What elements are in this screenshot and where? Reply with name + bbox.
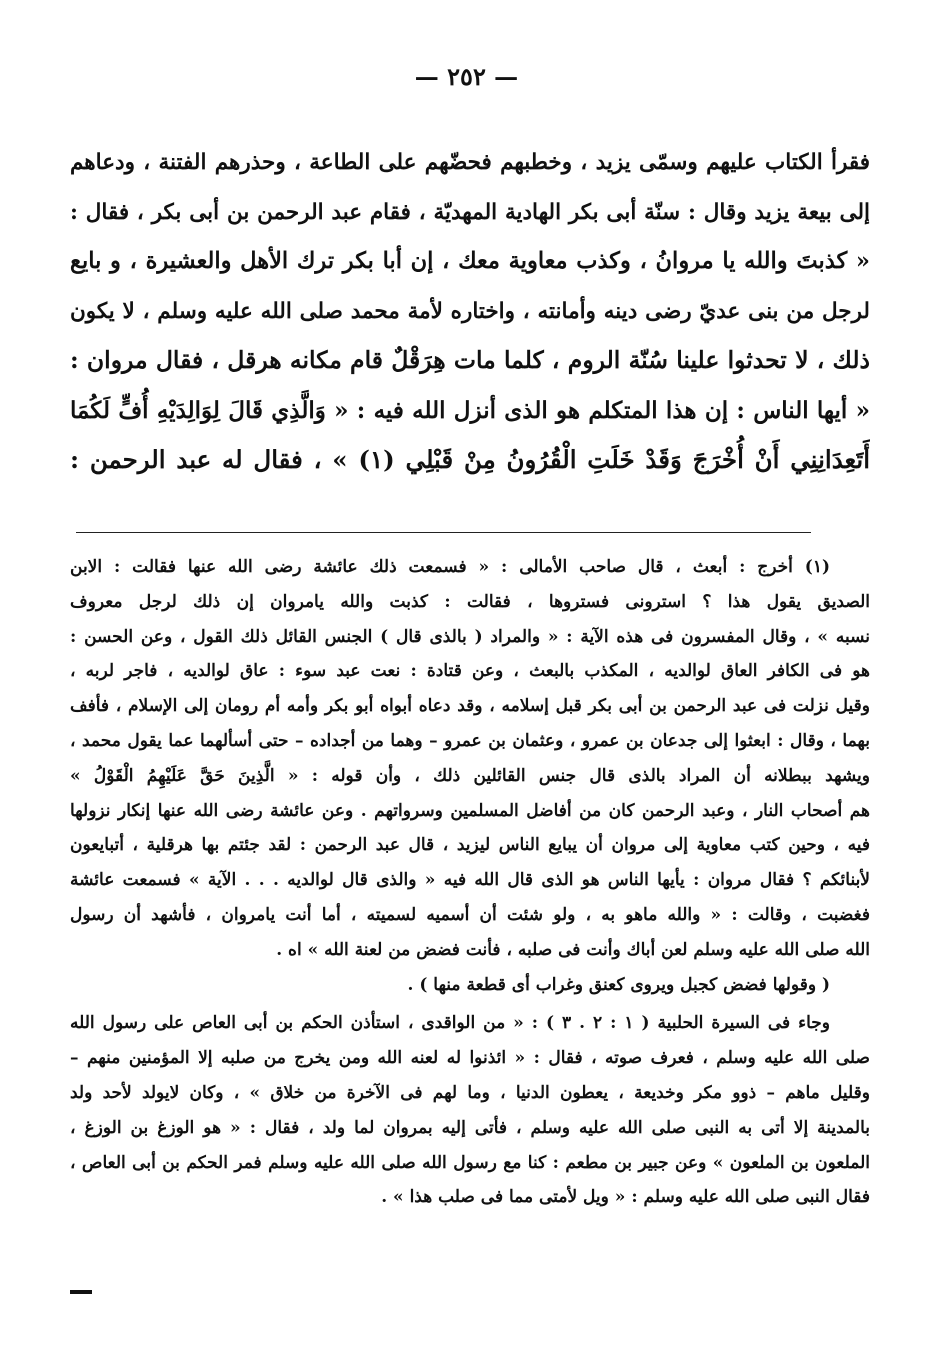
footnote-line: ( وقولها فضض كجبل ويروى كعنق وغراب أى قطعة منها ) . xyxy=(407,974,830,995)
footnote-line: (١) أخرج : أبعث ، قال صاحب الأمالى : « فسمعت ذلك عائشة رضى الله عنها فقالت : الابن xyxy=(70,557,830,577)
footnote-divider xyxy=(76,532,811,533)
main-text-line: إلى بيعة يزيد وقال : سنّة أبى بكر الهادية المهديّة ، فقام عبد الرحمن بن أبى بكر ، فقال : xyxy=(70,199,870,225)
end-dash xyxy=(70,1290,92,1294)
footnote-line: وجاء فى السيرة الحلبية ( ١ : ٢ . ٣ ) : « من الواقدى ، استأذن الحكم بن أبى العاص على رسول الله xyxy=(70,1013,830,1034)
footnote-line: هم أصحاب النار ، وعبد الرحمن كان من أفاضل المسلمين وسرواتهم . وعن عائشة رضى الله عنها إنكار نزولها xyxy=(70,800,870,821)
main-text xyxy=(70,138,870,485)
main-text-line: ذلك ، لا تحدثوا علينا سُنّة الروم ، كلما مات هِرَقْلٌ قام مكانه هرقل ، فقال مروان : xyxy=(70,346,870,374)
footnote-line: لأبنائكم ؟ فقال مروان : يأيها الناس هو الذى قال الله فيه « والذى قال لوالديه . . . الآية » فسمعت عائشة xyxy=(70,870,870,891)
footnote-line: ويشهد ببطلانه أن المراد بالذى قال جنس القائلين ذلك ، وأن قوله : « الَّذِينَ حَقَّ عَلَيْهِمُ الْقَوْلُ » xyxy=(70,765,870,786)
footnote-line: الملعون بن الملعون » وعن جبير بن مطعم : كنا مع رسول الله صلى الله عليه وسلم فمر الحكم بن أبى العاص ، xyxy=(70,1152,870,1173)
footnote-line: بهما ، وقال : ابعثوا إلى جدعان بن عمرو ، وعثمان بن عمرو – وهما من أجداده – حتى أسألهما عما يقول محمد ، xyxy=(70,730,870,751)
main-text-line: أَتَعِدَانِنِي أَنْ أُخْرَجَ وَقَدْ خَلَتِ الْقُرُونُ مِنْ قَبْلِي (١) » ، فقال له عبد الرحمن : xyxy=(70,445,870,474)
main-text-line: « كذبتَ والله يا مروانُ ، وكذب معاوية معك ، إن أبا بكر ترك الأهل والعشيرة ، و بايع xyxy=(70,248,870,274)
footnote-line: نسبه » ، وقال المفسرون فى هذه الآية : « والمراد ( بالذى قال ) الجنس القائل ذلك القول ، وعن الحسن : xyxy=(70,626,870,647)
main-text-line: فقرأ الكتاب عليهم وسمّى يزيد ، وخطبهم فحضّهم على الطاعة ، وحذرهم الفتنة ، ودعاهم xyxy=(70,150,870,175)
footnote-line: فغضبت ، وقالت : « والله ماهو به ، ولو شئت أن أسميه لسميته ، أما أنت يامروان ، فأشهد أن رسول xyxy=(70,904,870,925)
footnote-line: وقيل نزلت فى عبد الرحمن بن أبى بكر قبل إسلامه ، وقد دعاه أبواه أبو بكر وأمه أم رومان إلى الإسلام ، فأفف xyxy=(70,696,870,717)
footnote-line: فيه ، وحين كتب معاوية إلى مروان أن يبايع الناس ليزيد ، قال عبد الرحمن : لقد جئتم بها هرقلية ، أتبايعون xyxy=(70,835,870,856)
footnote-line: الله صلى الله عليه وسلم لعن أباك وأنت فى صلبه ، فأنت فضض من لعنة الله » اه . xyxy=(276,939,870,960)
footnote-line: فقال النبى صلى الله عليه وسلم : « ويل لأمتى مما فى صلب هذا » . xyxy=(381,1187,870,1208)
footnote-line: الصديق يقول هذا ؟ استرونى فستروها ، فقالت : كذبت والله يامروان إن ذلك لرجل معروف xyxy=(70,591,870,612)
footnote-line: بالمدينة إلا أتى به النبى صلى الله عليه وسلم ، فأتى إليه بمروان لما ولد ، فقال : « هو الوزغ بن الوزغ ، xyxy=(70,1117,870,1138)
footnotes xyxy=(70,550,870,1215)
main-text-line: لرجل من بنى عديّ رضى دينه وأمانته ، واختاره لأمة محمد صلى الله عليه وسلم ، لا يكون xyxy=(70,298,870,324)
page-number: — ٢٥٢ — xyxy=(414,62,519,91)
footnote-line: صلى الله عليه وسلم ، فعرف صوته ، فقال : « ائذنوا له لعنه الله ومن يخرج من صلبه إلا المؤمنين منهم – xyxy=(70,1048,870,1069)
main-text-line: « أيها الناس : إن هذا المتكلم هو الذى أنزل الله فيه : « وَالَّذِي قَالَ لِوَالِدَيْهِ أُفٍّ لَكُمَا xyxy=(70,396,870,424)
footnote-line: وقليل ماهم – ذوو مكر وخديعة ، يعطون الدنيا ، وما لهم فى الآخرة من خلاق » ، وكان لايولد لأحد ولد xyxy=(70,1082,870,1103)
footnote-line: هو فى الكافر العاق لوالديه ، المكذب بالبعث ، وعن قتادة : نعت عبد سوء : عاق لوالديه ، فاجر لربه ، xyxy=(70,661,870,682)
